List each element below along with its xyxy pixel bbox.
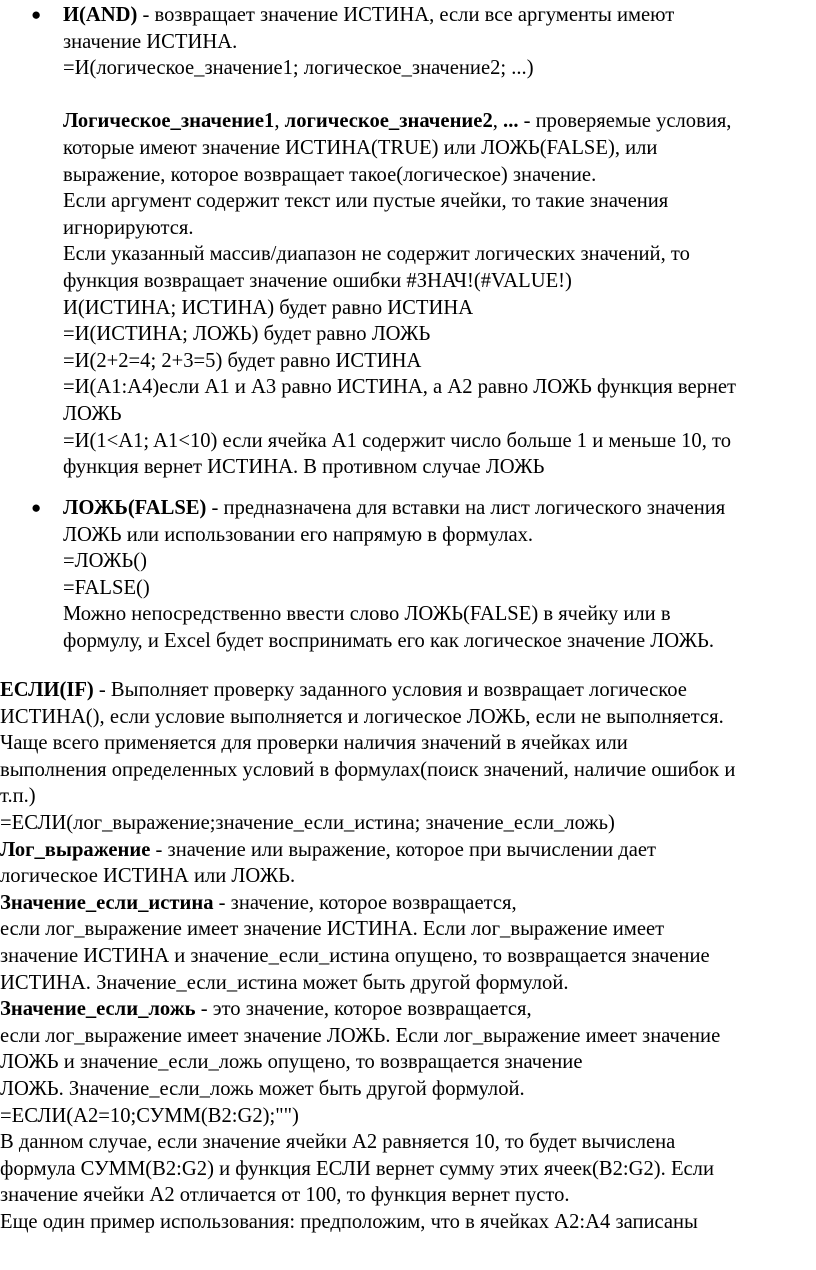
- and-line: игнорируются.: [63, 216, 194, 239]
- and-line: И(ИСТИНА; ИСТИНА) будет равно ИСТИНА: [63, 296, 474, 319]
- if-arg-false-title: Значение_если_ложь: [0, 998, 196, 1021]
- if-intro-line: ИСТИНА(), если условие выполняется и логическое ЛОЖЬ, если не выполняется.: [0, 705, 724, 728]
- if-example-line: формула СУММ(B2:G2) и функция ЕСЛИ вернет сумму этих ячеек(B2:G2). Если: [0, 1157, 714, 1180]
- false-title: ЛОЖЬ(FALSE): [63, 497, 207, 519]
- and-line: Если аргумент содержит текст или пустые ячейки, то такие значения: [63, 190, 669, 213]
- if-arg-false-line: [0, 996, 816, 1023]
- if-false-line: если лог_выражение имеет значение ЛОЖЬ. Если лог_выражение имеет значение: [0, 1024, 721, 1047]
- if-arg-log-desc: - значение или выражение, которое при вычислении дает: [150, 838, 656, 861]
- if-arg-log-line: [0, 837, 816, 864]
- and-desc-line: значение ИСТИНА.: [63, 30, 238, 53]
- if-intro-line: выполнения определенных условий в формулах(поиск значений, наличие ошибок и: [0, 758, 736, 781]
- if-example-line: Еще один пример использования: предположим, что в ячейках А2:А4 записаны: [0, 1210, 698, 1233]
- and-sep1: ,: [274, 110, 285, 133]
- and-line: Если указанный массив/диапазон не содержит логических значений, то: [63, 243, 690, 266]
- bullet-dot-icon: ●: [31, 5, 42, 24]
- and-title: И(AND): [63, 4, 138, 26]
- if-title: ЕСЛИ(IF): [0, 679, 94, 701]
- and-args-line: [63, 108, 813, 135]
- if-intro-line: Чаще всего применяется для проверки наличия значений в ячейках или: [0, 732, 628, 755]
- if-false-line: ЛОЖЬ и значение_если_ложь опущено, то возвращается значение: [0, 1051, 583, 1074]
- if-arg-false-desc: - это значение, которое возвращается,: [195, 998, 532, 1021]
- if-arg-log-line2: логическое ИСТИНА или ЛОЖЬ.: [0, 865, 296, 888]
- and-arg-desc: - проверяемые условия,: [518, 110, 732, 133]
- false-line: Можно непосредственно ввести слово ЛОЖЬ(FALSE) в ячейку или в: [63, 603, 671, 626]
- and-arg3: ...: [503, 110, 519, 133]
- if-arg-true-title: Значение_если_истина: [0, 891, 214, 914]
- if-true-line: если лог_выражение имеет значение ИСТИНА. Если лог_выражение имеет: [0, 918, 665, 941]
- and-line: ЛОЖЬ: [63, 402, 122, 425]
- and-line: которые имеют значение ИСТИНА(TRUE) или ЛОЖЬ(FALSE), или: [63, 136, 658, 159]
- and-heading-line: [63, 2, 813, 29]
- and-sep2: ,: [492, 110, 504, 133]
- false-line: =FALSE(): [63, 576, 150, 599]
- if-true-line: ИСТИНА. Значение_если_истина может быть другой формулой.: [0, 971, 569, 994]
- if-section: [0, 677, 816, 1235]
- if-example-line: В данном случае, если значение ячейки А2 равняется 10, то будет вычислена: [0, 1131, 676, 1154]
- if-true-line: значение ИСТИНА и значение_если_истина опущено, то возвращается значение: [0, 944, 710, 967]
- false-line: формулу, и Excel будет воспринимать его как логическое значение ЛОЖЬ.: [63, 629, 715, 652]
- false-desc: - предназначена для вставки на лист логического значения: [206, 497, 726, 519]
- and-line: =И(1<A1; A1<10) если ячейка А1 содержит число больше 1 и меньше 10, то: [63, 429, 732, 452]
- and-line: =И(2+2=4; 2+3=5) будет равно ИСТИНА: [63, 349, 422, 372]
- and-line: функция возвращает значение ошибки #ЗНАЧ!(#VALUE!): [63, 269, 572, 292]
- and-arg1: Логическое_значение1: [63, 110, 275, 133]
- false-line: =ЛОЖЬ(): [63, 550, 147, 573]
- if-arg-true-desc: - значение, которое возвращается,: [213, 891, 517, 914]
- if-example-formula: =ЕСЛИ(А2=10;СУММ(B2:G2);""): [0, 1104, 299, 1127]
- if-false-line: ЛОЖЬ. Значение_если_ложь может быть другой формулой.: [0, 1077, 525, 1100]
- and-line: выражение, которое возвращает такое(логическое) значение.: [63, 163, 597, 186]
- false-heading-line: [63, 495, 813, 522]
- if-intro-line: т.п.): [0, 785, 36, 808]
- and-line: =И(ИСТИНА; ЛОЖЬ) будет равно ЛОЖЬ: [63, 323, 431, 346]
- and-line: =И(А1:А4)если А1 и А3 равно ИСТИНА, а А2 равно ЛОЖЬ функция вернет: [63, 376, 737, 399]
- bullet-dot-icon: ●: [31, 498, 42, 517]
- and-syntax: =И(логическое_значение1; логическое_значение2; ...): [63, 57, 534, 80]
- bullet-false-section: [31, 495, 813, 655]
- and-line: функция вернет ИСТИНА. В противном случае ЛОЖЬ: [63, 456, 545, 479]
- if-example-line: значение ячейки А2 отличается от 100, то функция вернет пусто.: [0, 1184, 570, 1207]
- false-line: ЛОЖЬ или использовании его напрямую в формулах.: [63, 523, 534, 546]
- if-heading-line: [0, 677, 816, 704]
- if-arg-log-title: Лог_выражение: [0, 838, 151, 861]
- spacer: [63, 82, 813, 109]
- and-arg2: логическое_значение2: [284, 110, 493, 133]
- if-syntax: =ЕСЛИ(лог_выражение;значение_если_истина; значение_если_ложь): [0, 811, 615, 834]
- bullet-and-section: [31, 2, 813, 481]
- and-desc: - возвращает значение ИСТИНА, если все аргументы имеют: [137, 4, 675, 26]
- if-desc: - Выполняет проверку заданного условия и возвращает логическое: [93, 679, 687, 701]
- if-arg-true-line: [0, 890, 816, 917]
